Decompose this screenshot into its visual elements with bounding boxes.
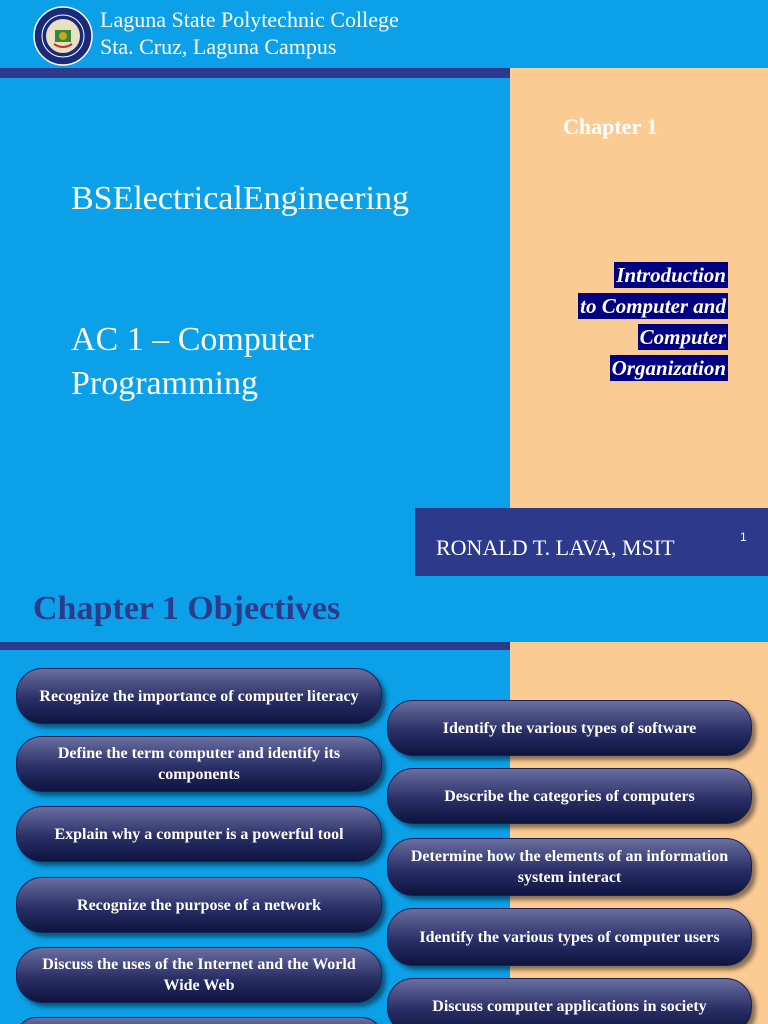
college-seal-icon [33, 6, 93, 66]
chapter-label: Chapter 1 [563, 114, 658, 139]
college-name: Laguna State Polytechnic College [100, 7, 399, 32]
objective-item: Describe the categories of computers [387, 768, 752, 824]
program-title: BSElectricalEngineering [71, 180, 409, 217]
objective-item: Discuss the uses of the Internet and the World Wide Web [16, 947, 382, 1003]
objective-item: Explain why a computer is a powerful tool [16, 806, 382, 862]
topic-line: Organization [611, 356, 726, 380]
objective-item: Identify the various types of computer users [387, 908, 752, 966]
college-header [100, 6, 399, 60]
chapter-topic [578, 262, 728, 386]
objectives-slide [0, 580, 768, 1024]
course-line: AC 1 – Computer [71, 321, 314, 358]
topic-line: Computer [639, 325, 726, 349]
objectives-divider [0, 642, 510, 650]
course-title [71, 318, 471, 406]
course-line: Programming [71, 365, 258, 402]
objective-item: Determine how the elements of an information system interact [387, 838, 752, 896]
objectives-title: Chapter 1 Objectives [33, 590, 341, 627]
campus-name: Sta. Cruz, Laguna Campus [100, 34, 337, 59]
objective-item-partial [16, 1017, 382, 1024]
presenter-name: RONALD T. LAVA, MSIT [436, 535, 675, 560]
objective-item: Define the term computer and identify its components [16, 736, 382, 792]
page-number: 1 [740, 530, 747, 544]
objective-item: Discuss computer applications in society [387, 978, 752, 1024]
objective-item: Recognize the importance of computer literacy [16, 668, 382, 724]
topic-line: Introduction [616, 263, 726, 287]
topic-line: to Computer and [580, 294, 726, 318]
objective-item: Identify the various types of software [387, 700, 752, 756]
objective-item: Recognize the purpose of a network [16, 877, 382, 933]
